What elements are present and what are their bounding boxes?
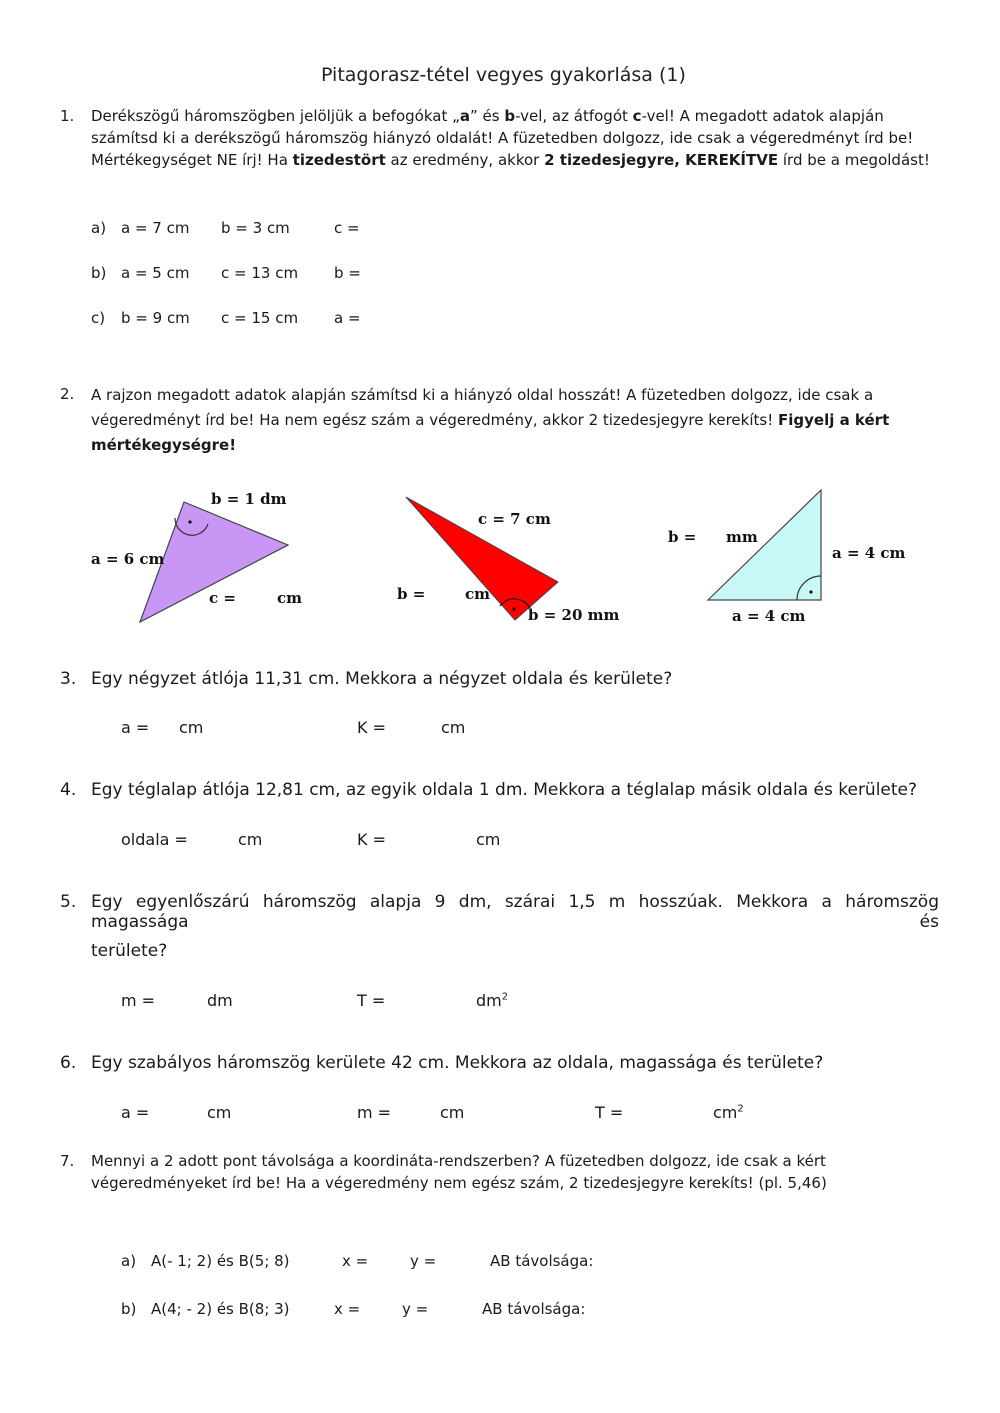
q7b-distance-label: AB távolsága:: [482, 1300, 586, 1318]
q3-answer-label-a: a =: [121, 718, 150, 737]
q3-answer-field-a[interactable]: [150, 715, 176, 737]
q7a-y-label: y =: [410, 1252, 437, 1270]
question-5-text-line-1: Egy egyenlőszárú háromszög alapja 9 dm, szárai 1,5 m hosszúak. Mekkora a háromszög magassága és: [91, 892, 939, 932]
page-title: Pitagorasz-tétel vegyes gyakorlása (1): [321, 64, 686, 86]
figure-3-triangle: [660, 480, 920, 640]
q1b-given-1: a = 5 cm: [121, 264, 190, 282]
figure-2-right-angle-dot: [512, 607, 515, 610]
q3-unit-k: cm: [441, 718, 466, 737]
figure-1-label-c: c =: [209, 589, 236, 607]
q7b-y-field[interactable]: [428, 1297, 476, 1319]
q1c-label: c): [91, 309, 106, 327]
q1c-given-2: c = 15 cm: [221, 309, 299, 327]
figure-1-label-b: b = 1 dm: [211, 490, 287, 508]
q1a-given-2: b = 3 cm: [221, 219, 290, 237]
question-1-number: 1.: [60, 107, 75, 125]
q6-answer-field-a[interactable]: [150, 1100, 202, 1122]
q1c-given-1: b = 9 cm: [121, 309, 190, 327]
figure-3-label-a-right: a = 4 cm: [832, 544, 906, 562]
q6-answer-label-t: T =: [595, 1103, 624, 1122]
q4-answer-label-side: oldala =: [121, 830, 188, 849]
q7b-y-label: y =: [402, 1300, 429, 1318]
q5-answer-field-m[interactable]: [156, 988, 202, 1010]
question-4-number: 4.: [60, 780, 77, 800]
q7a-x-field[interactable]: [368, 1249, 404, 1271]
question-6-number: 6.: [60, 1053, 77, 1073]
q1a-given-1: a = 7 cm: [121, 219, 190, 237]
q7b-label: b): [121, 1300, 137, 1318]
q5-unit-t: $dm^2$: [476, 991, 509, 1010]
figure-2-label-b: b =: [397, 585, 426, 603]
q5-answer-field-t[interactable]: [387, 988, 471, 1010]
figure-3-label-a-bottom: a = 4 cm: [732, 607, 806, 625]
q7a-x-label: x =: [342, 1252, 369, 1270]
q6-answer-label-m: m =: [357, 1103, 392, 1122]
q1b-label: b): [91, 264, 107, 282]
q5-answer-label-t: T =: [357, 991, 386, 1010]
q3-unit-a: cm: [179, 718, 204, 737]
q7b-x-field[interactable]: [360, 1297, 396, 1319]
q4-answer-field-k[interactable]: [387, 827, 471, 849]
q6-unit-m: cm: [440, 1103, 465, 1122]
q1b-answer-label: b =: [334, 264, 361, 282]
figure-3-unit: mm: [726, 528, 758, 546]
q7a-distance-label: AB távolsága:: [490, 1252, 594, 1270]
q3-answer-label-k: K =: [357, 718, 386, 737]
q6-answer-field-m[interactable]: [392, 1100, 436, 1122]
question-4-text: Egy téglalap átlója 12,81 cm, az egyik oldala 1 dm. Mekkora a téglalap másik oldala és kerülete?: [91, 780, 918, 800]
q6-answer-field-t[interactable]: [626, 1100, 708, 1122]
q7a-label: a): [121, 1252, 137, 1270]
question-2-number: 2.: [60, 385, 75, 403]
q6-unit-a: cm: [207, 1103, 232, 1122]
figure-2-triangle: [380, 480, 640, 640]
q1a-label: a): [91, 219, 107, 237]
figure-3-label-b: b =: [668, 528, 697, 546]
q7a-y-field[interactable]: [436, 1249, 484, 1271]
q3-answer-field-k[interactable]: [387, 715, 437, 737]
q7a-distance-field[interactable]: [596, 1249, 686, 1271]
figure-3-right-angle-dot: [809, 590, 812, 593]
q1a-answer-field[interactable]: [362, 216, 452, 238]
q1c-answer-field[interactable]: [362, 306, 452, 328]
figure-1-unit: cm: [277, 589, 303, 607]
figure-2-answer-field[interactable]: [428, 584, 464, 604]
q5-answer-label-m: m =: [121, 991, 156, 1010]
q7b-distance-field[interactable]: [588, 1297, 678, 1319]
figure-1-label-a: a = 6 cm: [91, 550, 165, 568]
q4-answer-field-side[interactable]: [190, 827, 234, 849]
q1a-answer-label: c =: [334, 219, 360, 237]
figure-3-answer-field[interactable]: [697, 527, 725, 547]
q4-answer-label-k: K =: [357, 830, 386, 849]
figure-1-right-angle-dot: [188, 520, 191, 523]
question-2-text: A rajzon megadott adatok alapján számítsd ki a hiányzó oldal hosszát! A füzetedben dolgozz, ide csak a végeredményt írd be! Ha nem egész szám a végeredmény, akkor 2 tizedesjegyre kerekíts! Figyelj a kért mértékegységre!: [91, 386, 890, 454]
q7a-points: A(- 1; 2) és B(5; 8): [151, 1252, 290, 1270]
q6-answer-label-a: a =: [121, 1103, 150, 1122]
q1b-given-2: c = 13 cm: [221, 264, 299, 282]
q6-unit-t: $cm^2$: [713, 1103, 744, 1122]
q1c-answer-label: a =: [334, 309, 361, 327]
figure-2-label-c: c = 7 cm: [478, 510, 551, 528]
question-6-text: Egy szabályos háromszög kerülete 42 cm. Mekkora az oldala, magassága és területe?: [91, 1053, 824, 1073]
q7b-points: A(4; - 2) és B(8; 3): [151, 1300, 290, 1318]
question-7-text: Mennyi a 2 adott pont távolsága a koordináta-rendszerben? A füzetedben dolgozz, ide csak a kért végeredményeket írd be! Ha a végeredmény nem egész szám, 2 tizedesjegyre kerekíts! (pl. 5,46): [91, 1152, 827, 1192]
figure-2-unit: cm: [465, 585, 491, 603]
q1b-answer-field[interactable]: [362, 261, 452, 283]
question-3-text: Egy négyzet átlója 11,31 cm. Mekkora a négyzet oldala és kerülete?: [91, 669, 673, 689]
figure-2-label-b-given: b = 20 mm: [528, 606, 620, 624]
question-7-number: 7.: [60, 1152, 75, 1170]
question-5-text-line-2: területe?: [91, 941, 168, 961]
figure-1-triangle: [0, 480, 330, 640]
question-1-text: Derékszögű háromszögben jelöljük a befogókat „a” és b-vel, az átfogót c-vel! A megadott adatok alapján számítsd ki a derékszögű háromszög hiányzó oldalát! A füzetedben dolgozz, ide csak a végeredményt írd be! Mértékegységet NE írj! Ha tizedestört az eredmény, akkor 2 tizedesjegyre, KEREKÍTVE írd be a megoldást!: [91, 107, 930, 169]
question-3-number: 3.: [60, 669, 77, 689]
q4-unit-side: cm: [238, 830, 263, 849]
q5-unit-m: dm: [207, 991, 233, 1010]
question-5-number: 5.: [60, 892, 77, 912]
q7b-x-label: x =: [334, 1300, 361, 1318]
figure-1-answer-field[interactable]: [236, 588, 274, 608]
q4-unit-k: cm: [476, 830, 501, 849]
